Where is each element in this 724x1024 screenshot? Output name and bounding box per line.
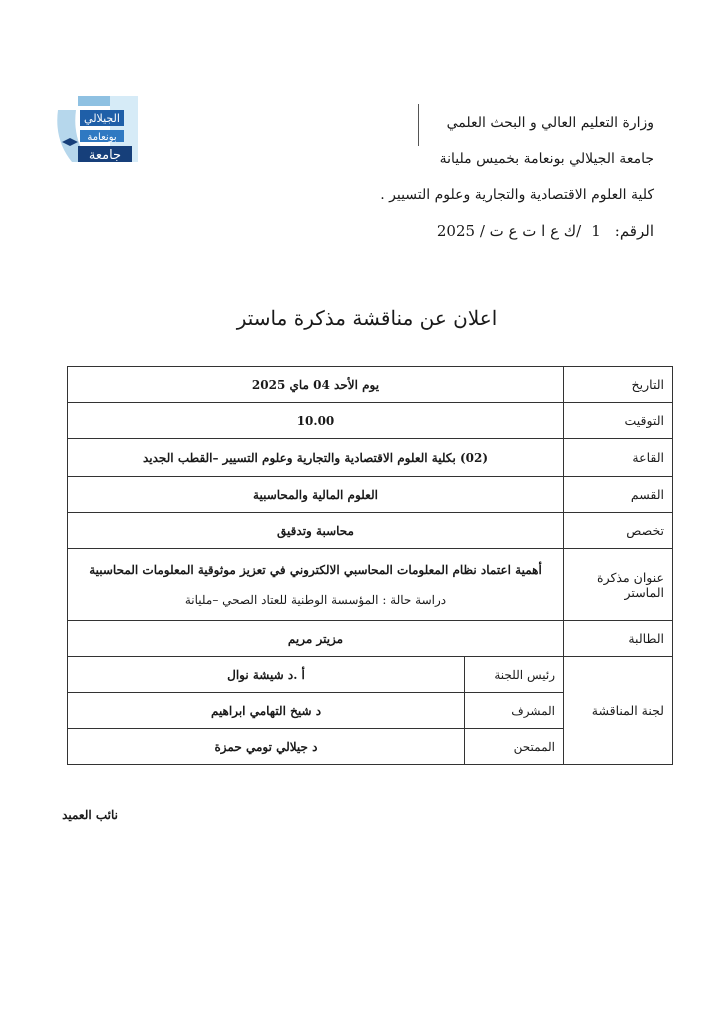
university-logo: [50, 90, 142, 170]
supervisor-label: المشرف: [465, 693, 564, 729]
thesis-title-label: عنوان مذكرة الماستر: [564, 549, 673, 621]
time-value: 10.00: [68, 403, 564, 439]
page-title: اعلان عن مناقشة مذكرة ماستر: [236, 306, 498, 330]
logo-text-top: الجيلالي: [84, 112, 120, 125]
reference-line: [354, 222, 654, 240]
thesis-title-line2: دراسة حالة : المؤسسة الوطنية للعتاد الصحي –مليانة: [184, 592, 447, 607]
committee-label: لجنة المناقشة: [564, 657, 673, 765]
room-label: القاعة: [564, 439, 673, 477]
defense-info-table: [67, 366, 673, 765]
university-logo-graphic: [50, 90, 142, 170]
department-label: القسم: [564, 477, 673, 513]
student-label: الطالبة: [564, 621, 673, 657]
date-label: التاريخ: [564, 367, 673, 403]
student-value: مزيتر مريم: [68, 621, 564, 657]
reference-number: 1: [591, 222, 601, 240]
department-value: العلوم المالية والمحاسبية: [68, 477, 564, 513]
examiner-value: د جيلالي تومي حمزة: [68, 729, 465, 765]
table-row: [68, 549, 673, 621]
table-row: [68, 621, 673, 657]
examiner-label: الممتحن: [465, 729, 564, 765]
president-value: أ .د شيشة نوال: [68, 657, 465, 693]
vice-dean-signature-label: نائب العميد: [62, 808, 118, 822]
reference-code: /ك ع ا ت ع ت / 2025: [436, 222, 582, 240]
thesis-title-line1: أهمية اعتماد نظام المعلومات المحاسبي الالكتروني في تعزيز موثوقية المعلومات المحاسبية: [89, 562, 542, 577]
time-label: التوقيت: [564, 403, 673, 439]
president-label: رئيس اللجنة: [465, 657, 564, 693]
room-value: (02) بكلية العلوم الاقتصادية والتجارية وعلوم التسيير –القطب الجديد: [68, 439, 564, 477]
specialty-label: تخصص: [564, 513, 673, 549]
ministry-name: وزارة التعليم العالي و البحث العلمي: [446, 115, 654, 131]
university-name: جامعة الجيلالي بونعامة بخميس مليانة: [439, 151, 654, 167]
logo-text-mid: بونعامة: [87, 132, 117, 143]
header: [354, 114, 654, 240]
table-row: [68, 477, 673, 513]
specialty-value: محاسبة وتدقيق: [68, 513, 564, 549]
date-value: يوم الأحد 04 ماي 2025: [68, 367, 564, 403]
table-row: [68, 403, 673, 439]
table-row: [68, 513, 673, 549]
logo-text-bottom: جامعة: [88, 148, 122, 163]
supervisor-value: د شيخ التهامي ابراهيم: [68, 693, 465, 729]
faculty-name: كلية العلوم الاقتصادية والتجارية وعلوم التسيير .: [380, 187, 654, 203]
table-row: [68, 657, 673, 693]
table-row: [68, 439, 673, 477]
thesis-title-value: [68, 549, 564, 621]
reference-label: الرقم:: [614, 222, 654, 240]
table-row: [68, 367, 673, 403]
